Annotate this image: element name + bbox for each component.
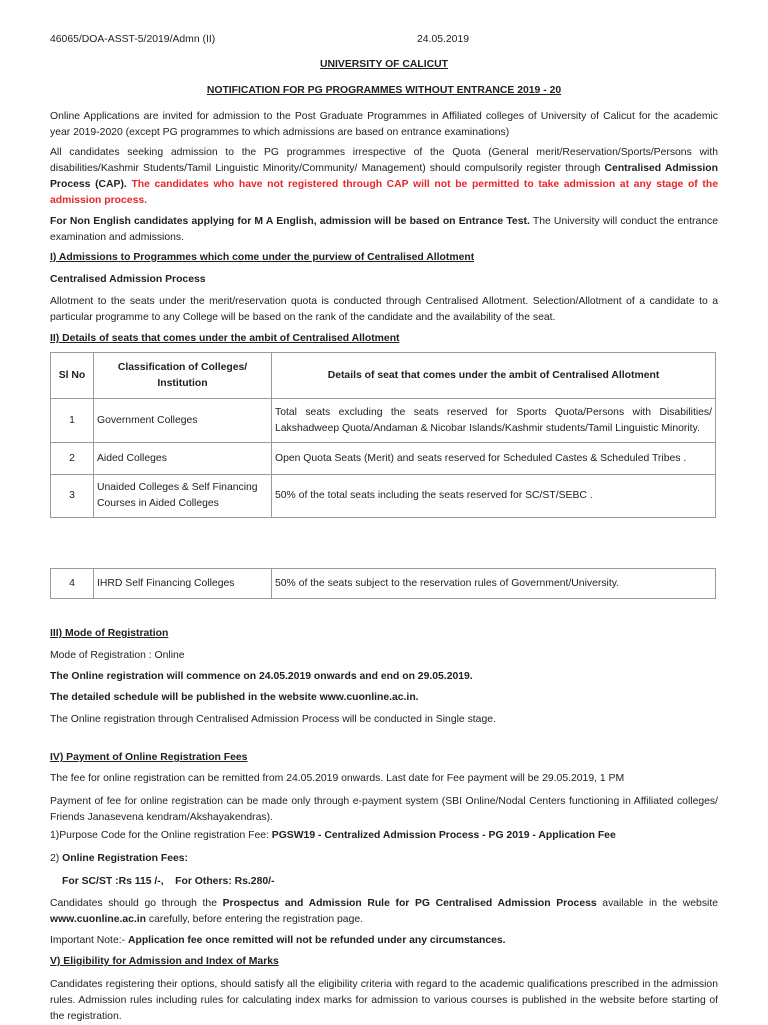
header-details: Details of seat that comes under the ambit of Centralised Allotment [272,353,716,399]
row-classification: Unaided Colleges & Self Financing Courses in Aided Colleges [94,475,272,518]
registration-stage: The Online registration through Centralised Admission Process will be conducted in Single stage. [50,714,496,725]
section-1-subheading: Centralised Admission Process [50,274,206,285]
row-classification: Government Colleges [94,399,272,443]
fee-payment-methods: Payment of fee for online registration can be made only through e-payment system (SBI Online/Nodal Centers functioning in Affiliated colleges/ Friends Janasevena kendram/Akshayakendras). [50,796,718,823]
registration-mode: Mode of Registration : Online [50,650,185,661]
reference-number: 46065/DOA-ASST-5/2019/Admn (II) [50,34,216,45]
intro-paragraph-2: All candidates seeking admission to the PG programmes irrespective of the Quota (General merit/Reservation/Sports/Persons with disabilities/Kashmir Students/Tamil Linguistic Minority/Community/ Management) should compulsorily register through Centralised Admission Process (CAP). The candidates who have not registered through CAP will not be permitted to take admission at any stage of the admission process. [50,147,718,206]
table-row [51,443,716,475]
seat-table [50,352,716,518]
header-sl-no: Sl No [51,353,94,399]
fees-label: 2) Online Registration Fees: [50,853,189,864]
schedule-website: The detailed schedule will be published in the website www.cuonline.ac.in. [50,692,419,703]
intro-paragraph-1: Online Applications are invited for admission to the Post Graduate Programmes in Affiliated colleges of University of Calicut for the academic year 2019-2020 (except PG programmes to which admissions are based on entrance examinations) [50,111,718,138]
row-details: Open Quota Seats (Merit) and seats reserved for Scheduled Castes & Scheduled Tribes . [272,443,716,475]
row-sl: 1 [51,399,94,443]
row-classification: Aided Colleges [94,443,272,475]
university-title: UNIVERSITY OF CALICUT [320,59,448,70]
table-row [51,569,716,599]
registration-dates: The Online registration will commence on 24.05.2019 onwards and end on 29.05.2019. [50,671,473,682]
row-classification: IHRD Self Financing Colleges [94,569,272,599]
document-date: 24.05.2019 [417,34,470,45]
table-row [51,399,716,443]
section-1-text: Allotment to the seats under the merit/reservation quota is conducted through Centralised Allotment. Selection/Allotment of a candidate to a particular programme to any College will be based on the rank of the candidate and the availability of the seat. [50,296,718,323]
row-sl: 3 [51,475,94,518]
section-3-heading: III) Mode of Registration [50,628,169,639]
section-5-text: Candidates registering their options, should satisfy all the eligibility criteria with regard to the academic qualifications prescribed in the admission rules. Admission rules including rules for calculating index marks for admission to various courses is published in the website before starting of the registration. [50,979,718,1022]
fee-amounts: For SC/ST :Rs 115 /-, For Others: Rs.280/- [62,876,275,887]
row-sl: 4 [51,569,94,599]
header-classification: Classification of Colleges/ Institution [94,353,272,399]
section-4-heading: IV) Payment of Online Registration Fees [50,752,248,763]
purpose-code: 1)Purpose Code for the Online registration Fee: PGSW19 - Centralized Admission Process - PG 2019 - Application Fee [50,830,616,841]
seat-table-continued [50,568,716,599]
intro-paragraph-3: For Non English candidates applying for M A English, admission will be based on Entrance Test. The University will conduct the entrance examination and admissions. [50,216,718,243]
fee-remit-dates: The fee for online registration can be remitted from 24.05.2019 onwards. Last date for Fee payment will be 29.05.2019, 1 PM [50,773,625,784]
section-1-heading: I) Admissions to Programmes which come under the purview of Centralised Allotment [50,252,475,263]
table-header-row [51,353,716,399]
section-2-heading: II) Details of seats that comes under the ambit of Centralised Allotment [50,333,400,344]
prospectus-note: Candidates should go through the Prospectus and Admission Rule for PG Centralised Admission Process available in the website www.cuonline.ac.in carefully, before entering the registration page. [50,898,718,925]
important-note: Important Note:- Application fee once remitted will not be refunded under any circumstances. [50,935,506,946]
row-details: Total seats excluding the seats reserved for Sports Quota/Persons with Disabilities/ Lakshadweep Quota/Andaman & Nicobar Islands/Kashmir students/Tamil Linguistic Minority. [272,399,716,443]
row-details: 50% of the total seats including the seats reserved for SC/ST/SEBC . [272,475,716,518]
section-5-heading: V) Eligibility for Admission and Index of Marks [50,956,279,967]
table-row [51,475,716,518]
notification-title: NOTIFICATION FOR PG PROGRAMMES WITHOUT ENTRANCE 2019 - 20 [206,85,562,96]
row-sl: 2 [51,443,94,475]
row-details: 50% of the seats subject to the reservation rules of Government/University. [272,569,716,599]
